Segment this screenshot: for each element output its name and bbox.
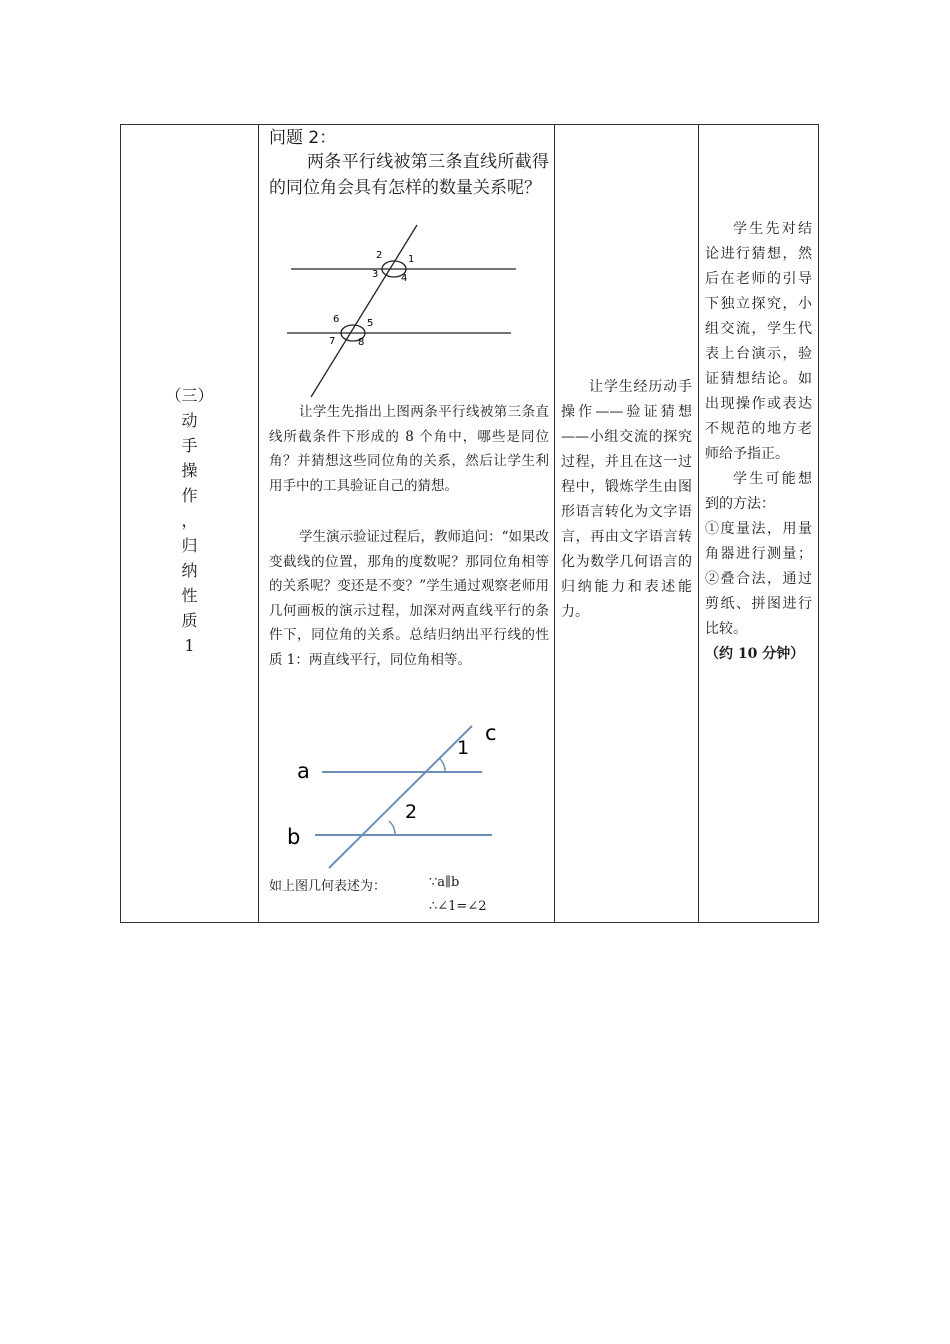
- angle-2-arc: [389, 821, 395, 835]
- activity-paragraph-2: 学生可能想到的方法：: [705, 471, 812, 512]
- stage-char: 纳: [181, 561, 198, 580]
- stage-char: 操: [181, 461, 198, 480]
- activity-cell: [699, 125, 819, 923]
- parallel-lines-figure: [287, 720, 527, 870]
- lesson-table: [120, 124, 819, 923]
- stage-char: 手: [181, 436, 198, 455]
- stage-char: 归: [181, 536, 198, 555]
- paragraph-identify-angles: 让学生先指出上图两条平行线被第三条直线所截条件下形成的 8 个角中，哪些是同位角？并猜想这些同位角的关系，然后让学生利用手中的工具验证自己的猜想。: [269, 404, 549, 494]
- activity-time: （约 10 分钟）: [705, 646, 805, 662]
- question-title: 问题 2：: [269, 128, 337, 148]
- content-cell: [259, 125, 555, 923]
- angle-label-1: 1: [408, 254, 415, 265]
- transversal-figure: [281, 221, 521, 401]
- stage-char: 1: [184, 636, 195, 655]
- angle-label-4: 4: [401, 273, 408, 284]
- transversal-line: [311, 225, 417, 397]
- angle-2-label: 2: [405, 801, 418, 823]
- geometry-conclusion: ∴∠1=∠2: [429, 899, 487, 914]
- stage-char: 作: [181, 486, 198, 505]
- table-row: [121, 125, 819, 923]
- question-text: 两条平行线被第三条直线所截得的同位角会具有怎样的数量关系呢？: [269, 152, 549, 198]
- angle-label-2: 2: [376, 250, 383, 261]
- angle-label-6: 6: [333, 314, 340, 325]
- line-b-label: b: [287, 825, 301, 849]
- angle-label-5: 5: [367, 318, 374, 329]
- paragraph-demonstration: 学生演示验证过程后，教师追问：“如果改变截线的位置，那角的度数呢？那同位角相等的关系呢？变还是不变？”学生通过观察老师用几何画板的演示过程，加深对两直线平行的条件下，同位角的关系。总结归纳出平行线的性质 1：两直线平行，同位角相等。: [269, 529, 549, 668]
- intent-cell: [555, 125, 699, 923]
- line-c: [329, 726, 472, 868]
- stage-title: [121, 383, 258, 658]
- activity-paragraph-1: 学生先对结论进行猜想，然后在老师的引导下独立探究，小组交流，学生代表上台演示，验证猜想结论。如出现操作或表达不规范的地方老师给予指正。: [705, 221, 812, 462]
- angle-label-3: 3: [372, 269, 379, 280]
- angle-1-label: 1: [457, 737, 470, 759]
- activity-methods: ①度量法，用量角器进行测量；②叠合法，通过剪纸、拼图进行比较。: [705, 521, 812, 637]
- stage-char: ，: [181, 511, 198, 530]
- stage-cell: [121, 125, 259, 923]
- angle-label-8: 8: [358, 337, 365, 348]
- stage-char: 质: [181, 611, 198, 630]
- angle-label-7: 7: [329, 336, 336, 347]
- design-intent-text: 让学生经历动手操作——验证猜想——小组交流的探究过程，并且在这一过程中，锻炼学生由图形语言转化为文字语言，再由文字语言转化为数学几何语言的归纳能力和表述能力。: [561, 379, 692, 620]
- student-activity: [705, 217, 812, 667]
- geometry-premise: ∵a∥b: [429, 875, 460, 890]
- angle-1-arc: [439, 758, 445, 772]
- geometry-label: 如上图几何表述为：: [269, 879, 387, 894]
- line-a-label: a: [297, 759, 310, 783]
- stage-char: （三）: [165, 386, 214, 405]
- stage-char: 性: [181, 586, 198, 605]
- stage-char: 动: [181, 411, 198, 430]
- line-c-label: c: [485, 721, 497, 745]
